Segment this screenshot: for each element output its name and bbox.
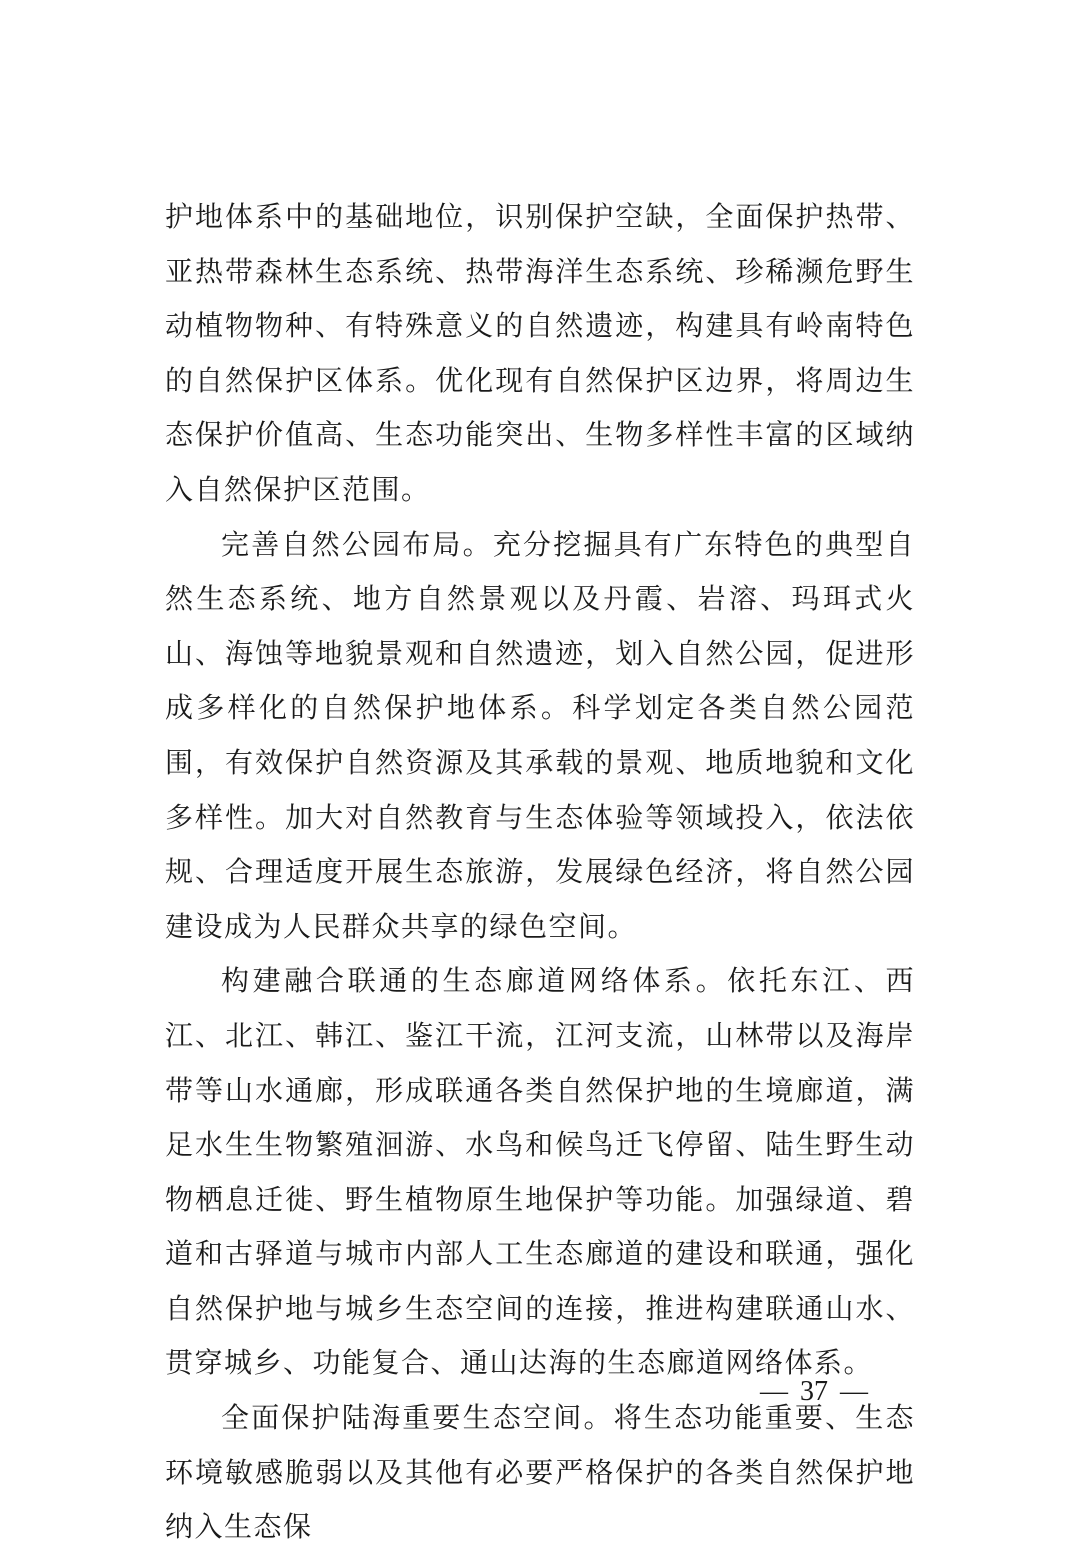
page-footer xyxy=(760,1372,920,1412)
document-body xyxy=(165,190,915,1555)
paragraph-3-text: 依托东江、西江、北江、韩江、鉴江干流，江河支流，山林带以及海岸带等山水通廊，形成联通各类自然保护地的生境廊道，满足水生生物繁殖洄游、水鸟和候鸟迁飞停留、陆生野生动物栖息迁徙、野生植物原生地保护等功能。加强绿道、碧道和古驿道与城市内部人工生态廊道的建设和联通，强化自然保护地与城乡生态空间的连接，推进构建联通山水、贯穿城乡、功能复合、通山达海的生态廊道网络体系。 xyxy=(165,964,915,1380)
paragraph-1 xyxy=(165,190,915,518)
paragraph-3-heading: 构建融合联通的生态廊道网络体系。 xyxy=(221,964,728,998)
paragraph-2-heading: 完善自然公园布局。 xyxy=(221,527,493,561)
page-number: 37 xyxy=(800,1376,828,1407)
paragraph-4-text: 将生态功能重要、生态环境敏感脆弱以及其他有必要严格保护的各类自然保护地纳入生态保 xyxy=(165,1401,915,1544)
paragraph-2-text: 充分挖掘具有广东特色的典型自然生态系统、地方自然景观以及丹霞、岩溶、玛珥式火山、海蚀等地貌景观和自然遗迹，划入自然公园，促进形成多样化的自然保护地体系。科学划定各类自然公园范围，有效保护自然资源及其承载的景观、地质地貌和文化多样性。加大对自然教育与生态体验等领域投入，依法依规、合理适度开展生态旅游，发展绿色经济，将自然公园建设成为人民群众共享的绿色空间。 xyxy=(165,527,915,943)
paragraph-2 xyxy=(165,518,915,955)
paragraph-4 xyxy=(165,1391,915,1555)
paragraph-4-heading: 全面保护陆海重要生态空间。 xyxy=(221,1401,614,1435)
paragraph-3 xyxy=(165,954,915,1391)
footer-dash-right: — xyxy=(840,1376,868,1407)
footer-dash-left: — xyxy=(760,1376,788,1407)
paragraph-1-text: 护地体系中的基础地位，识别保护空缺，全面保护热带、亚热带森林生态系统、热带海洋生态系统、珍稀濒危野生动植物物种、有特殊意义的自然遗迹，构建具有岭南特色的自然保护区体系。优化现有自然保护区边界，将周边生态保护价值高、生态功能突出、生物多样性丰富的区域纳入自然保护区范围。 xyxy=(165,200,915,506)
